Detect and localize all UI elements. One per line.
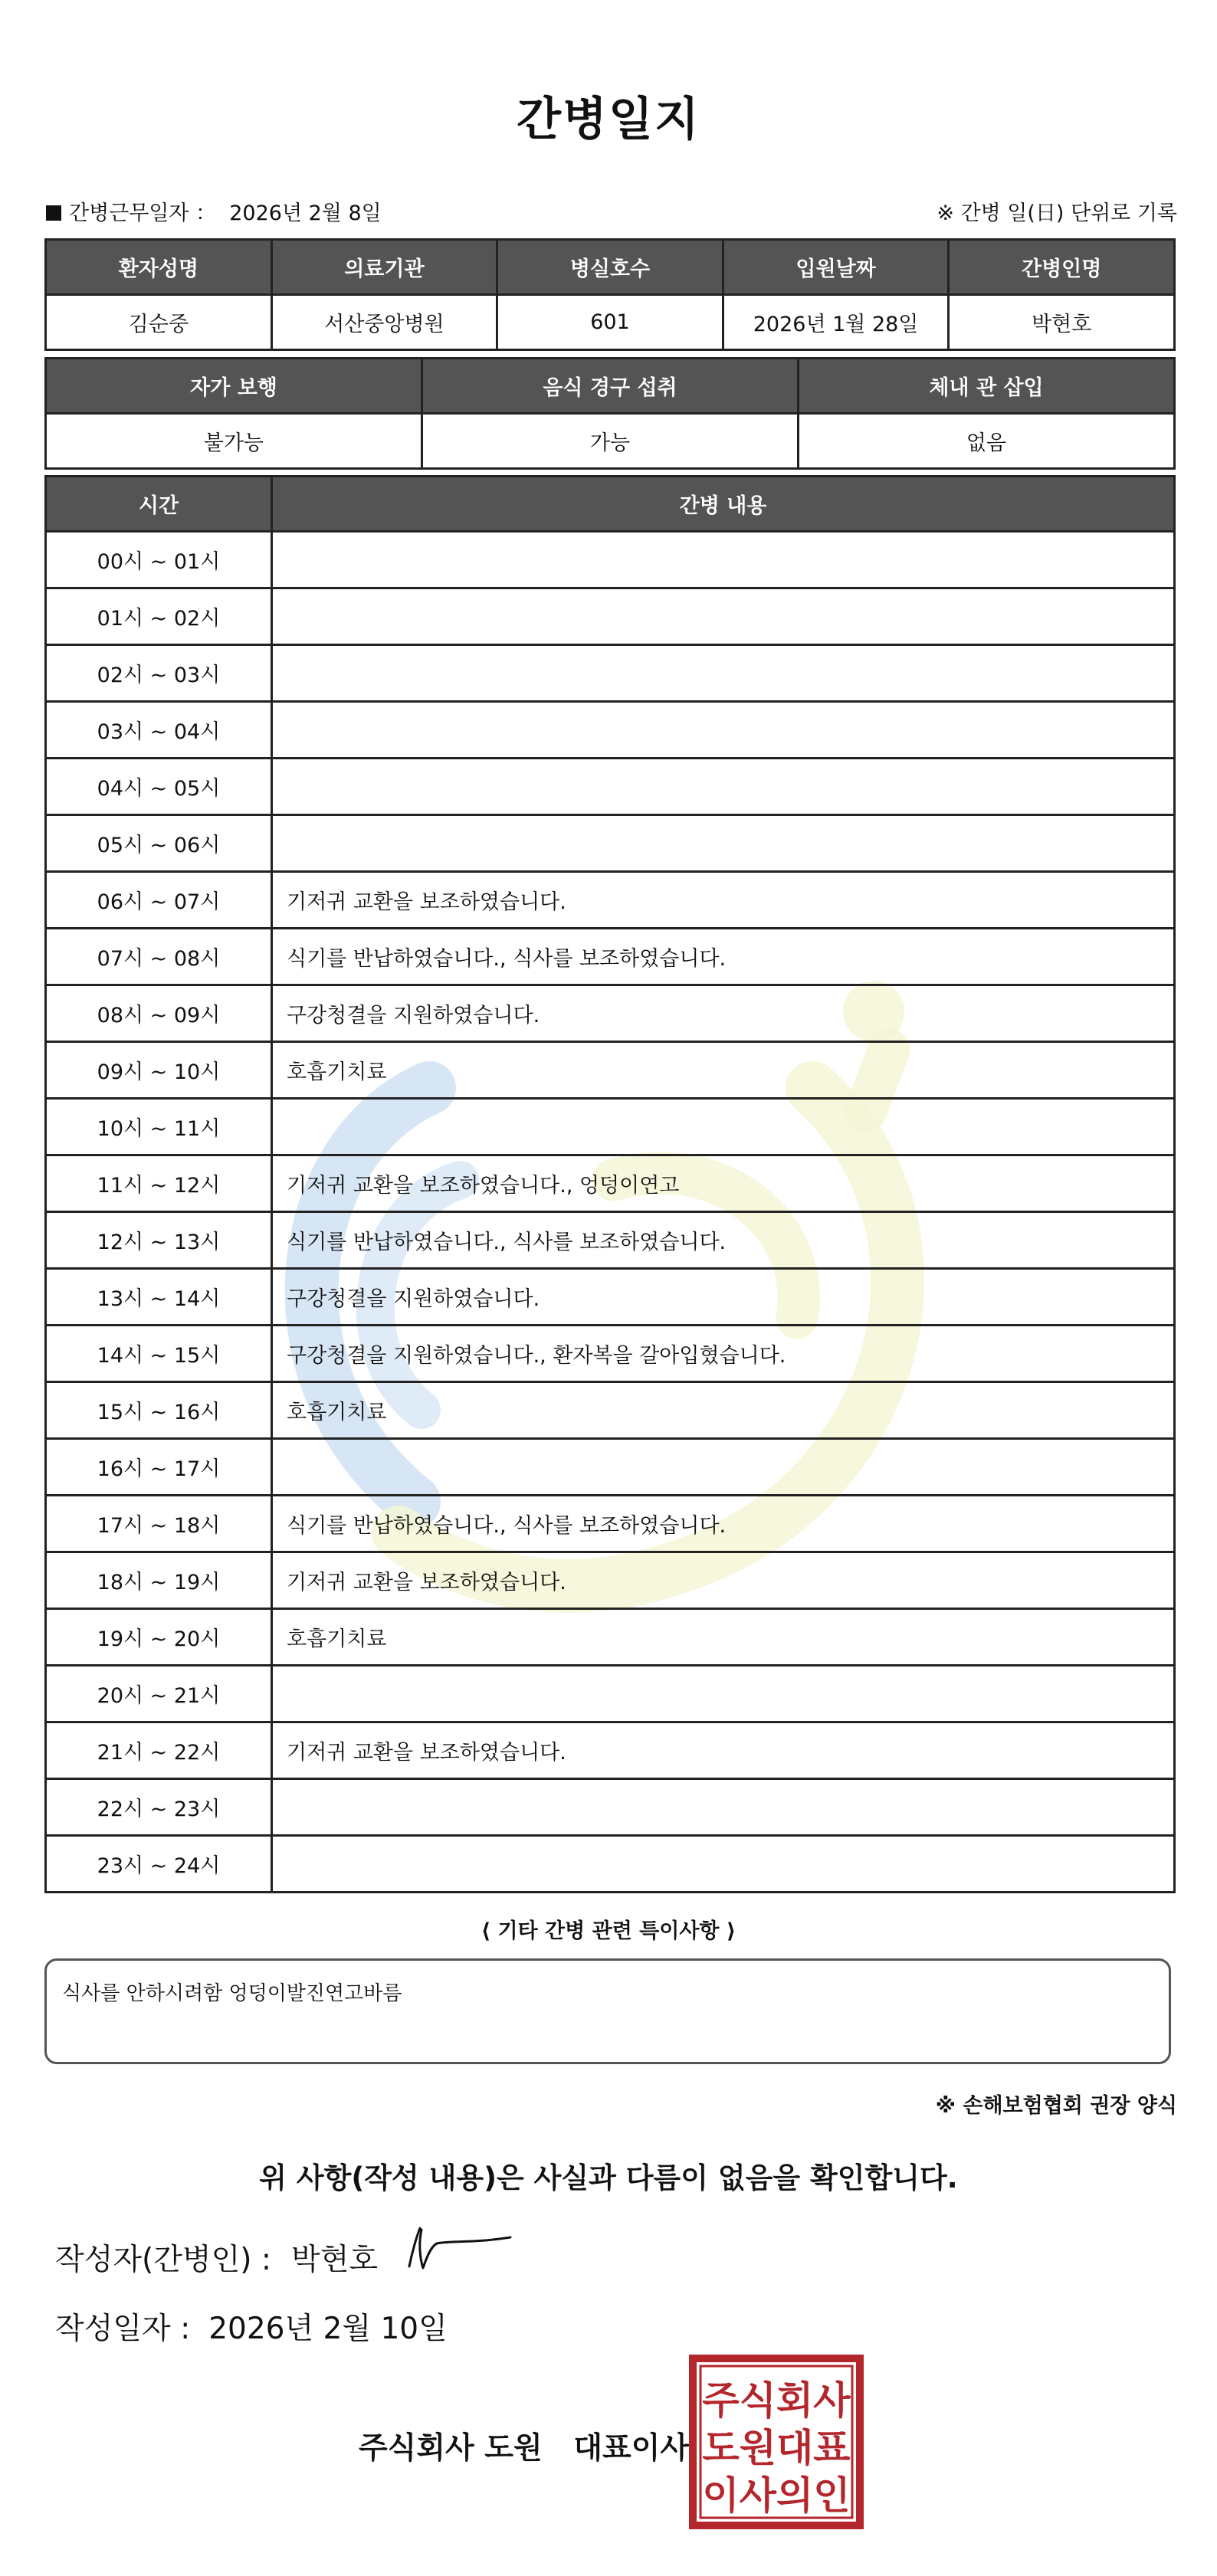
work-date-value: 2026년 2월 8일 — [229, 202, 382, 225]
log-time: 02시 ~ 03시 — [46, 645, 272, 702]
header-self-walking: 자가 보행 — [46, 359, 422, 414]
log-row — [46, 929, 1175, 985]
patient-name: 김순중 — [46, 295, 272, 350]
seal-line-1: 주식회사 — [702, 2378, 851, 2423]
header-caregiver-name: 간병인명 — [949, 240, 1175, 295]
log-time: 17시 ~ 18시 — [46, 1496, 272, 1552]
log-row — [46, 815, 1175, 872]
patient-info-table — [44, 238, 1176, 351]
log-row — [46, 1666, 1175, 1722]
header-oral-intake: 음식 경구 섭취 — [422, 359, 799, 414]
tube-insertion-value: 없음 — [799, 414, 1175, 469]
log-time: 11시 ~ 12시 — [46, 1155, 272, 1212]
log-time: 16시 ~ 17시 — [46, 1439, 272, 1496]
log-time: 15시 ~ 16시 — [46, 1382, 272, 1439]
caregiver-name: 박현호 — [949, 295, 1175, 350]
written-date-label: 작성일자 : — [55, 2312, 191, 2346]
patient-status-header-row — [46, 359, 1175, 414]
log-time: 21시 ~ 22시 — [46, 1722, 272, 1779]
log-time: 00시 ~ 01시 — [46, 532, 272, 588]
recommended-form-note: ※ 손해보험협회 권장 양식 — [935, 2094, 1177, 2118]
handwritten-signature — [403, 2220, 518, 2274]
work-date-line — [46, 196, 382, 226]
log-time: 05시 ~ 06시 — [46, 815, 272, 872]
log-content: 기저귀 교환을 보조하였습니다. — [272, 1722, 1175, 1779]
patient-status-table — [44, 357, 1176, 470]
header-room-number: 병실호수 — [497, 240, 723, 295]
log-time: 03시 ~ 04시 — [46, 702, 272, 759]
log-time: 23시 ~ 24시 — [46, 1836, 272, 1893]
log-content: 식기를 반납하였습니다., 식사를 보조하였습니다. — [272, 1496, 1175, 1552]
log-time: 22시 ~ 23시 — [46, 1779, 272, 1836]
header-patient-name: 환자성명 — [46, 240, 272, 295]
log-time: 19시 ~ 20시 — [46, 1609, 272, 1666]
patient-info-header-row — [46, 240, 1175, 295]
log-content — [272, 1779, 1175, 1836]
special-notes-box — [44, 1958, 1171, 2064]
log-header-row — [46, 477, 1175, 532]
admission-date: 2026년 1월 28일 — [723, 295, 949, 350]
log-row — [46, 1439, 1175, 1496]
written-date-line — [55, 2305, 448, 2348]
log-time: 20시 ~ 21시 — [46, 1666, 272, 1722]
header-hospital: 의료기관 — [271, 240, 497, 295]
log-content: 기저귀 교환을 보조하였습니다., 엉덩이연고 — [272, 1155, 1175, 1212]
written-date-value: 2026년 2월 10일 — [208, 2312, 448, 2346]
log-time: 07시 ~ 08시 — [46, 929, 272, 985]
log-row — [46, 759, 1175, 815]
log-content — [272, 1666, 1175, 1722]
log-row — [46, 1496, 1175, 1552]
log-row — [46, 645, 1175, 702]
patient-info-value-row — [46, 295, 1175, 350]
log-content — [272, 759, 1175, 815]
header-time: 시간 — [46, 477, 272, 532]
document-title: 간병일지 — [517, 93, 700, 146]
log-content: 호흡기치료 — [272, 1042, 1175, 1099]
log-row — [46, 985, 1175, 1042]
log-time: 09시 ~ 10시 — [46, 1042, 272, 1099]
log-content: 식기를 반납하였습니다., 식사를 보조하였습니다. — [272, 929, 1175, 985]
log-content — [272, 588, 1175, 645]
work-date-label: 간병근무일자 ： — [69, 202, 217, 225]
log-row — [46, 1326, 1175, 1382]
hospital-name: 서산중앙병원 — [271, 295, 497, 350]
confirmation-statement: 위 사항(작성 내용)은 사실과 다름이 없음을 확인합니다. — [259, 2161, 958, 2194]
log-row — [46, 702, 1175, 759]
log-row — [46, 1099, 1175, 1155]
log-row — [46, 1155, 1175, 1212]
special-notes-text: 식사를 안하시려함 엉덩이발진연고바름 — [62, 1982, 402, 2005]
log-row — [46, 1836, 1175, 1893]
writer-name: 박현호 — [291, 2243, 379, 2277]
oral-intake-value: 가능 — [422, 414, 799, 469]
record-unit-note: ※ 간병 일(日) 단위로 기록 — [937, 202, 1177, 225]
patient-status-value-row — [46, 414, 1175, 469]
log-content: 식기를 반납하였습니다., 식사를 보조하였습니다. — [272, 1212, 1175, 1269]
log-content — [272, 1439, 1175, 1496]
company-seal — [688, 2354, 864, 2530]
log-row — [46, 1212, 1175, 1269]
log-content: 기저귀 교환을 보조하였습니다. — [272, 1552, 1175, 1609]
log-row — [46, 872, 1175, 929]
log-row — [46, 1722, 1175, 1779]
header-admission-date: 입원날짜 — [723, 240, 949, 295]
room-number: 601 — [497, 295, 723, 350]
header-tube-insertion: 체내 관 삽입 — [799, 359, 1175, 414]
log-row — [46, 532, 1175, 588]
log-content: 구강청결을 지원하였습니다., 환자복을 갈아입혔습니다. — [272, 1326, 1175, 1382]
log-content — [272, 645, 1175, 702]
log-content — [272, 1836, 1175, 1893]
seal-line-2: 도원대표 — [702, 2426, 851, 2470]
writer-label: 작성자(간병인) : — [55, 2243, 272, 2277]
writer-line — [55, 2236, 378, 2279]
log-row — [46, 1609, 1175, 1666]
log-content: 구강청결을 지원하였습니다. — [272, 985, 1175, 1042]
log-time: 14시 ~ 15시 — [46, 1326, 272, 1382]
log-row — [46, 588, 1175, 645]
log-time: 08시 ~ 09시 — [46, 985, 272, 1042]
log-content — [272, 1099, 1175, 1155]
log-time: 13시 ~ 14시 — [46, 1269, 272, 1326]
self-walking-value: 불가능 — [46, 414, 422, 469]
log-content — [272, 532, 1175, 588]
company-representative: 주식회사 도원 대표이사 — [359, 2431, 690, 2466]
special-notes-title: ⟨ 기타 간병 관련 특이사항 ⟩ — [481, 1919, 736, 1943]
log-row — [46, 1269, 1175, 1326]
log-time: 04시 ~ 05시 — [46, 759, 272, 815]
log-time: 10시 ~ 11시 — [46, 1099, 272, 1155]
header-care-content: 간병 내용 — [272, 477, 1175, 532]
log-row — [46, 1552, 1175, 1609]
log-row — [46, 1042, 1175, 1099]
log-content: 기저귀 교환을 보조하였습니다. — [272, 872, 1175, 929]
log-content: 호흡기치료 — [272, 1382, 1175, 1439]
log-content: 구강청결을 지원하였습니다. — [272, 1269, 1175, 1326]
seal-line-3: 이사의인 — [702, 2473, 851, 2518]
log-time: 18시 ~ 19시 — [46, 1552, 272, 1609]
log-content: 호흡기치료 — [272, 1609, 1175, 1666]
log-row — [46, 1382, 1175, 1439]
log-content — [272, 815, 1175, 872]
log-time: 01시 ~ 02시 — [46, 588, 272, 645]
log-row — [46, 1779, 1175, 1836]
hourly-care-log-table — [44, 475, 1176, 1893]
log-time: 06시 ~ 07시 — [46, 872, 272, 929]
log-time: 12시 ~ 13시 — [46, 1212, 272, 1269]
square-bullet-icon — [46, 205, 61, 221]
log-content — [272, 702, 1175, 759]
